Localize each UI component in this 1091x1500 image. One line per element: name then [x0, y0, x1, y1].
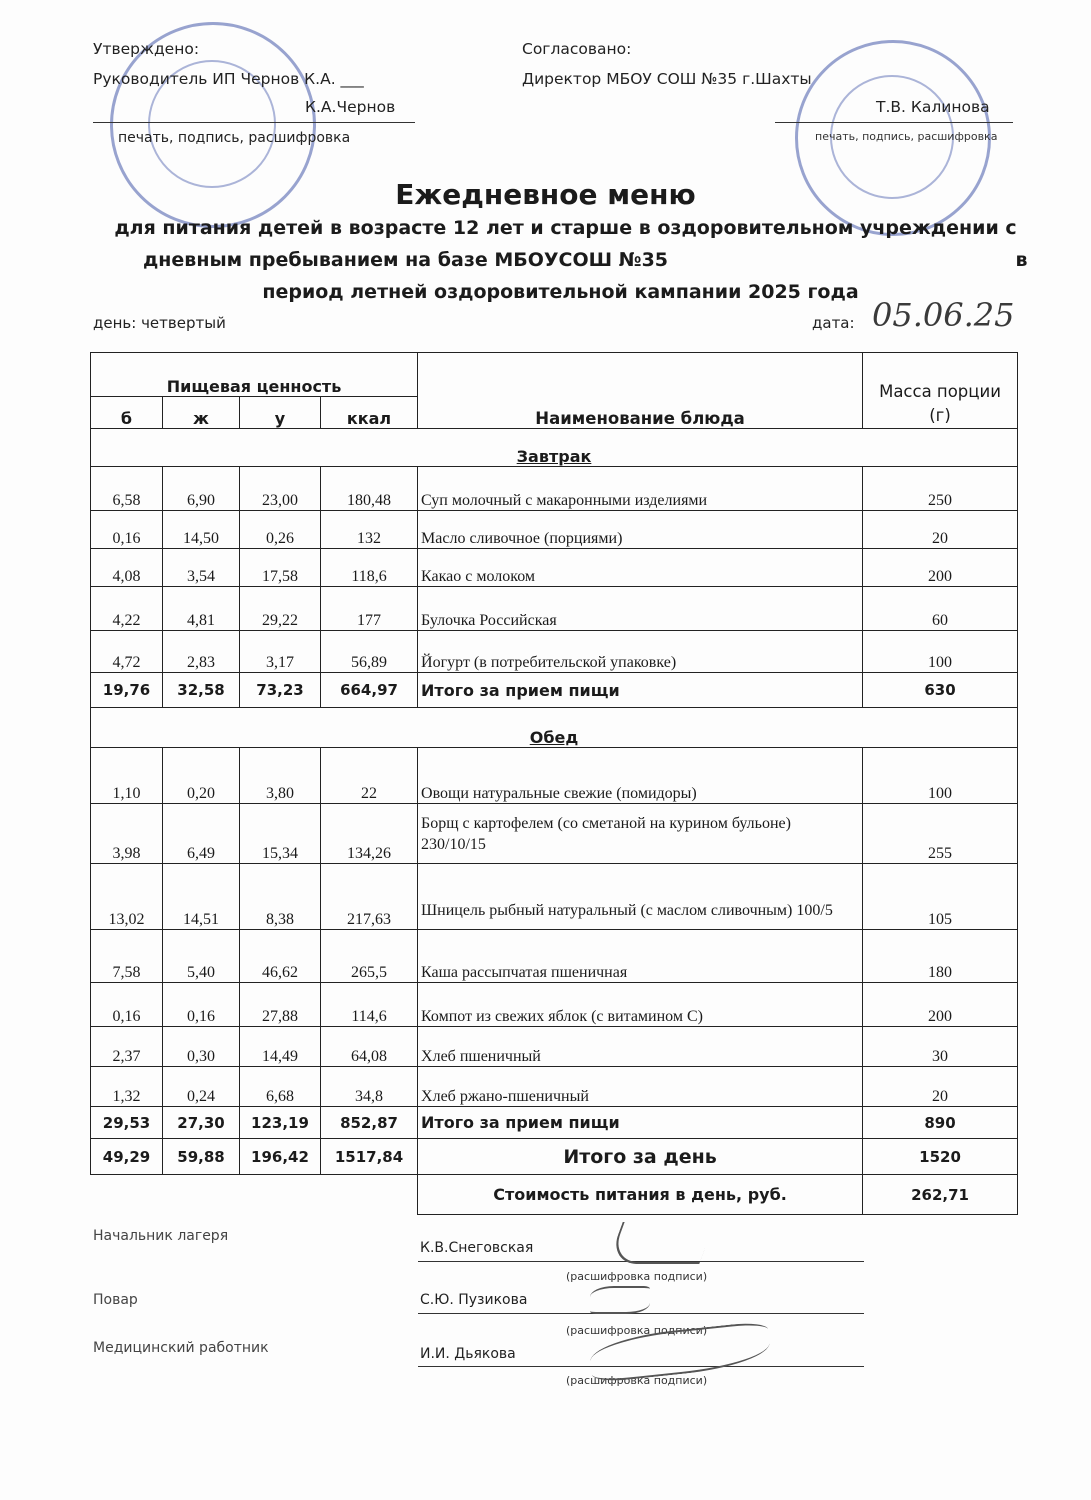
cell-dish-name: Йогурт (в потребительской упаковке) [418, 631, 863, 673]
lunch-total-row [91, 1107, 1018, 1139]
cell-protein: 1,32 [91, 1067, 163, 1107]
cell-mass: 30 [863, 1027, 1018, 1067]
cell-mass: 1520 [863, 1139, 1018, 1175]
cell-carbs: 3,17 [240, 631, 321, 673]
cell-mass: 630 [863, 673, 1018, 708]
menu-table [90, 352, 1018, 1215]
cell-fat: 27,30 [163, 1107, 240, 1139]
signature-caption: (расшифровка подписи) [566, 1374, 708, 1387]
cell-fat: 14,50 [163, 511, 240, 549]
table-row [91, 1067, 1018, 1107]
cell-protein: 4,72 [91, 631, 163, 673]
date-value-handwritten: 05.06.25 [872, 296, 1015, 334]
cell-dish-name: Каша рассыпчатая пшеничная [418, 930, 863, 983]
cell-dish-name: Хлеб пшеничный [418, 1027, 863, 1067]
cell-total-label: Итого за прием пищи [418, 1107, 863, 1139]
cell-dish-name: Компот из свежих яблок (с витамином С) [418, 983, 863, 1027]
cell-protein: 0,16 [91, 511, 163, 549]
table-row [91, 631, 1018, 673]
cell-carbs: 23,00 [240, 467, 321, 511]
agreed-line: Директор МБОУ СОШ №35 г.Шахты [522, 70, 812, 88]
cell-protein: 4,08 [91, 549, 163, 587]
cell-mass: 250 [863, 467, 1018, 511]
cell-fat: 5,40 [163, 930, 240, 983]
cell-mass: 100 [863, 631, 1018, 673]
table-row [91, 587, 1018, 631]
date-label: дата: [812, 314, 855, 332]
portion-mass-header: Масса порции (г) [863, 353, 1018, 429]
table-row [91, 549, 1018, 587]
cell-fat: 6,49 [163, 804, 240, 864]
cell-kcal: 180,48 [321, 467, 418, 511]
cell-mass: 890 [863, 1107, 1018, 1139]
col-fat: ж [163, 397, 240, 429]
table-row [91, 983, 1018, 1027]
cell-fat: 3,54 [163, 549, 240, 587]
cell-dish-name: Масло сливочное (порциями) [418, 511, 863, 549]
cell-dish-name: Борщ с картофелем (со сметаной на курином бульоне) 230/10/15 [418, 804, 863, 864]
cell-kcal: 118,6 [321, 549, 418, 587]
agreed-caption: печать, подпись, расшифровка [815, 130, 998, 143]
nutrition-header: Пищевая ценность [91, 353, 418, 397]
table-row [91, 511, 1018, 549]
cell-kcal: 177 [321, 587, 418, 631]
table-row [91, 930, 1018, 983]
cell-carbs: 29,22 [240, 587, 321, 631]
cell-protein: 13,02 [91, 864, 163, 930]
cell-kcal: 265,5 [321, 930, 418, 983]
cell-fat: 6,90 [163, 467, 240, 511]
agreed-signature-name: Т.В. Калинова [876, 98, 990, 116]
approved-signature-line [93, 122, 415, 123]
handwritten-signature [607, 1222, 714, 1264]
signature-name: К.В.Снеговская [420, 1240, 534, 1256]
cell-dish-name: Шницель рыбный натуральный (с маслом сливочным) 100/5 [418, 864, 863, 930]
approved-signature-name: К.А.Чернов [305, 98, 396, 116]
cell-kcal: 22 [321, 748, 418, 804]
cell-carbs: 46,62 [240, 930, 321, 983]
signature-name: И.И. Дьякова [420, 1346, 516, 1362]
cell-protein: 4,22 [91, 587, 163, 631]
dish-name-header: Наименование блюда [418, 353, 863, 429]
cell-mass: 60 [863, 587, 1018, 631]
cell-protein: 7,58 [91, 930, 163, 983]
table-row [91, 864, 1018, 930]
cell-fat: 2,83 [163, 631, 240, 673]
cell-protein: 19,76 [91, 673, 163, 708]
handwritten-signature [590, 1286, 650, 1314]
signature-caption: (расшифровка подписи) [566, 1324, 708, 1337]
cell-mass: 105 [863, 864, 1018, 930]
day-label: день: четвертый [93, 314, 226, 332]
cost-row-spacer [91, 1175, 418, 1215]
day-total-row [91, 1139, 1018, 1175]
cell-kcal: 34,8 [321, 1067, 418, 1107]
cell-fat: 0,30 [163, 1027, 240, 1067]
subtitle-line-3: период летней оздоровительной кампании 2025 года [262, 281, 859, 303]
col-kcal: ккал [321, 397, 418, 429]
signature-role: Медицинский работник [93, 1340, 269, 1356]
cell-carbs: 0,26 [240, 511, 321, 549]
cell-mass: 20 [863, 511, 1018, 549]
breakfast-total-row [91, 673, 1018, 708]
cell-carbs: 196,42 [240, 1139, 321, 1175]
approved-caption: печать, подпись, расшифровка [118, 130, 351, 146]
cell-dish-name: Суп молочный с макаронными изделиями [418, 467, 863, 511]
cell-cost-value: 262,71 [863, 1175, 1018, 1215]
cell-day-total-label: Итого за день [418, 1139, 863, 1175]
signature-name: С.Ю. Пузикова [420, 1292, 528, 1308]
col-carbs: у [240, 397, 321, 429]
subtitle-line-2: дневным пребыванием на базе МБОУСОШ №35 [142, 249, 669, 271]
cell-carbs: 15,34 [240, 804, 321, 864]
table-row [91, 467, 1018, 511]
cell-protein: 0,16 [91, 983, 163, 1027]
approved-label: Утверждено: [93, 40, 200, 58]
lunch-section-title: Обед [91, 708, 1018, 748]
cell-carbs: 123,19 [240, 1107, 321, 1139]
signature-line [418, 1313, 864, 1314]
cell-dish-name: Хлеб ржано-пшеничный [418, 1067, 863, 1107]
cell-fat: 32,58 [163, 673, 240, 708]
cell-carbs: 14,49 [240, 1027, 321, 1067]
cell-kcal: 132 [321, 511, 418, 549]
cell-fat: 0,20 [163, 748, 240, 804]
cell-kcal: 1517,84 [321, 1139, 418, 1175]
cell-kcal: 664,97 [321, 673, 418, 708]
cost-row [91, 1175, 1018, 1215]
table-row [91, 1027, 1018, 1067]
cell-fat: 14,51 [163, 864, 240, 930]
cell-protein: 49,29 [91, 1139, 163, 1175]
cell-mass: 180 [863, 930, 1018, 983]
cell-mass: 100 [863, 748, 1018, 804]
cell-total-label: Итого за прием пищи [418, 673, 863, 708]
menu-title: Ежедневное меню [395, 178, 696, 211]
cell-fat: 4,81 [163, 587, 240, 631]
cell-mass: 20 [863, 1067, 1018, 1107]
approved-line: Руководитель ИП Чернов К.А. ___ [93, 70, 364, 88]
cell-carbs: 27,88 [240, 983, 321, 1027]
cell-protein: 3,98 [91, 804, 163, 864]
cell-kcal: 56,89 [321, 631, 418, 673]
signature-role: Повар [93, 1292, 138, 1308]
agreed-signature-line [775, 122, 1013, 123]
table-row [91, 804, 1018, 864]
cell-dish-name: Какао с молоком [418, 549, 863, 587]
table-row [91, 748, 1018, 804]
cell-carbs: 3,80 [240, 748, 321, 804]
cell-fat: 59,88 [163, 1139, 240, 1175]
cell-carbs: 73,23 [240, 673, 321, 708]
cell-carbs: 6,68 [240, 1067, 321, 1107]
cell-dish-name: Овощи натуральные свежие (помидоры) [418, 748, 863, 804]
cell-protein: 1,10 [91, 748, 163, 804]
signature-caption: (расшифровка подписи) [566, 1270, 708, 1283]
cell-mass: 200 [863, 549, 1018, 587]
col-protein: б [91, 397, 163, 429]
cell-fat: 0,16 [163, 983, 240, 1027]
breakfast-section-title: Завтрак [91, 429, 1018, 467]
cell-kcal: 217,63 [321, 864, 418, 930]
cell-dish-name: Булочка Российская [418, 587, 863, 631]
cell-fat: 0,24 [163, 1067, 240, 1107]
cell-kcal: 134,26 [321, 804, 418, 864]
cell-protein: 2,37 [91, 1027, 163, 1067]
cell-kcal: 852,87 [321, 1107, 418, 1139]
cell-protein: 29,53 [91, 1107, 163, 1139]
signature-role: Начальник лагеря [93, 1228, 229, 1244]
cell-carbs: 17,58 [240, 549, 321, 587]
subtitle-line-2-suffix: в [1015, 249, 1028, 271]
cell-cost-label: Стоимость питания в день, руб. [418, 1175, 863, 1215]
agreed-label: Согласовано: [522, 40, 632, 58]
cell-mass: 200 [863, 983, 1018, 1027]
cell-kcal: 114,6 [321, 983, 418, 1027]
cell-carbs: 8,38 [240, 864, 321, 930]
cell-protein: 6,58 [91, 467, 163, 511]
cell-mass: 255 [863, 804, 1018, 864]
subtitle-line-1: для питания детей в возрасте 12 лет и старше в оздоровительном учреждении с [114, 217, 1017, 239]
cell-kcal: 64,08 [321, 1027, 418, 1067]
